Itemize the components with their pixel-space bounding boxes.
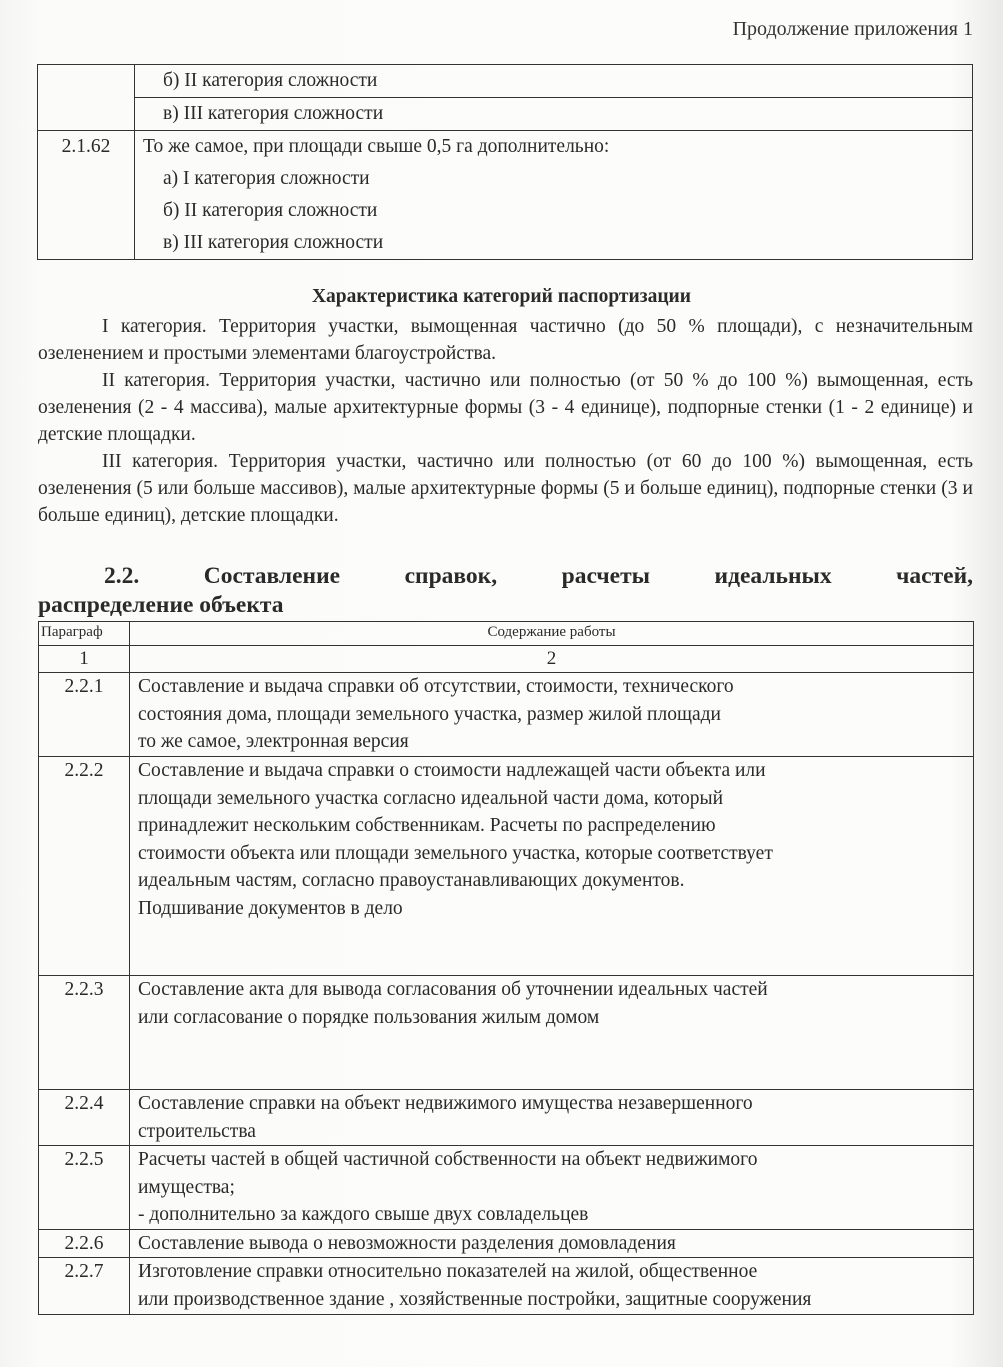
table-row [39, 1229, 974, 1258]
table-row [39, 673, 974, 757]
paragraph-cell [38, 65, 135, 131]
section-title-line-1: 2.2. Составление справок, расчеты идеальных частей, [104, 563, 973, 589]
characteristics-heading: Характеристика категорий паспортизации [311, 286, 692, 307]
content-cell [135, 98, 973, 131]
content-line: б) II категория сложности [163, 200, 378, 221]
content-line: Расчеты частей в общей частичной собственности на объект недвижимого [138, 1149, 758, 1170]
paragraph-cell: 2.2.4 [39, 1090, 130, 1146]
table-row [39, 976, 974, 1090]
content-line: строительства [138, 1120, 256, 1142]
content-cell [130, 1229, 974, 1258]
content-cell [135, 65, 973, 98]
content-cell [130, 976, 974, 1090]
table-row [38, 98, 973, 131]
content-line: имущества; [138, 1176, 235, 1198]
paragraph-cell: 2.2.6 [39, 1229, 130, 1258]
content-line: или согласование о порядке пользования жилым домом [138, 1006, 600, 1028]
paragraph-cell: 2.2.5 [39, 1146, 130, 1230]
category-3-paragraph: III категория. Территория участки, частично или полностью (от 60 до 100 %) вымощенная, есть озеленения (5 или больше массивов), малые архитектурные формы (5 и больше единиц), подпорные стенки (3 и больше единиц), детские площадки. [38, 451, 973, 526]
content-line: или производственное здание , хозяйственные постройки, защитные сооружения [138, 1288, 812, 1310]
content-line: Изготовление справки относительно показателей на жилой, общественное [138, 1261, 758, 1282]
running-head: Продолжение приложения 1 [732, 18, 973, 40]
content-line: б) II категория сложности [163, 70, 378, 91]
content-line: а) I категория сложности [163, 168, 370, 189]
paragraph-cell: 2.2.2 [39, 757, 130, 976]
paragraph-cell: 2.2.7 [39, 1258, 130, 1315]
content-line: То же самое, при площади свыше 0,5 га дополнительно: [143, 136, 610, 157]
content-cell [135, 131, 973, 260]
paragraph-cell: 2.2.3 [39, 976, 130, 1090]
content-line: в) III категория сложности [163, 232, 384, 253]
category-1-paragraph: I категория. Территория участки, вымощенная частично (до 50 % площади), с незначительным озеленением и простыми элементами благоустройства. [38, 316, 973, 364]
content-line: стоимости объекта или площади земельного участка, которые соответствует [138, 842, 773, 864]
works-table [38, 621, 974, 1315]
category-2-paragraph: II категория. Территория участки, частично или полностью (от 50 % до 100 %) вымощенная, есть озеленения (2 - 4 массива), малые архитектурные формы (3 - 4 единице), подпорные стенки (1 - 2 единице) и детские площадки. [38, 370, 973, 445]
section-title-line-2: распределение объекта [38, 592, 284, 618]
content-line: идеальным частям, согласно правоустанавливающих документов. [138, 870, 685, 891]
table-header-row [39, 622, 974, 646]
content-cell [130, 757, 974, 976]
table-row [39, 1146, 974, 1230]
content-line: в) III категория сложности [163, 103, 384, 124]
content-line: состояния дома, площади земельного участка, размер жилой площади [138, 703, 721, 725]
section-title [38, 562, 973, 620]
content-line: Составление и выдача справки об отсутствии, стоимости, технического [138, 676, 734, 697]
content-line: Составление справки на объект недвижимого имущества незавершенного [138, 1093, 753, 1114]
content-cell [130, 1146, 974, 1230]
column-number: 2 [130, 646, 974, 673]
table-row [38, 65, 973, 98]
paragraph-cell: 2.1.62 [38, 131, 135, 260]
header-paragraph: Параграф [39, 622, 130, 646]
table-row [39, 1258, 974, 1315]
content-line: площади земельного участка согласно идеальной части дома, который [138, 787, 724, 809]
table-row [39, 1090, 974, 1146]
content-line: Подшивание документов в дело [138, 897, 403, 919]
content-line: Составление вывода о невозможности разделения домовладения [138, 1232, 676, 1254]
column-number: 1 [39, 646, 130, 673]
table-row [38, 131, 973, 260]
content-line: - дополнительно за каждого свыше двух совладельцев [138, 1204, 589, 1225]
content-line: то же самое, электронная версия [138, 731, 409, 752]
content-line: Составление акта для вывода согласования об уточнении идеальных частей [138, 979, 768, 1000]
content-cell [130, 673, 974, 757]
paragraph-cell: 2.2.1 [39, 673, 130, 757]
content-cell [130, 1090, 974, 1146]
table-row [39, 757, 974, 976]
content-line: принадлежит нескольким собственникам. Расчеты по распределению [138, 815, 716, 836]
column-number-row [39, 646, 974, 673]
content-line: Составление и выдача справки о стоимости надлежащей части объекта или [138, 760, 766, 781]
content-cell [130, 1258, 974, 1315]
table-continuation [37, 64, 973, 260]
header-content: Содержание работы [130, 622, 974, 646]
